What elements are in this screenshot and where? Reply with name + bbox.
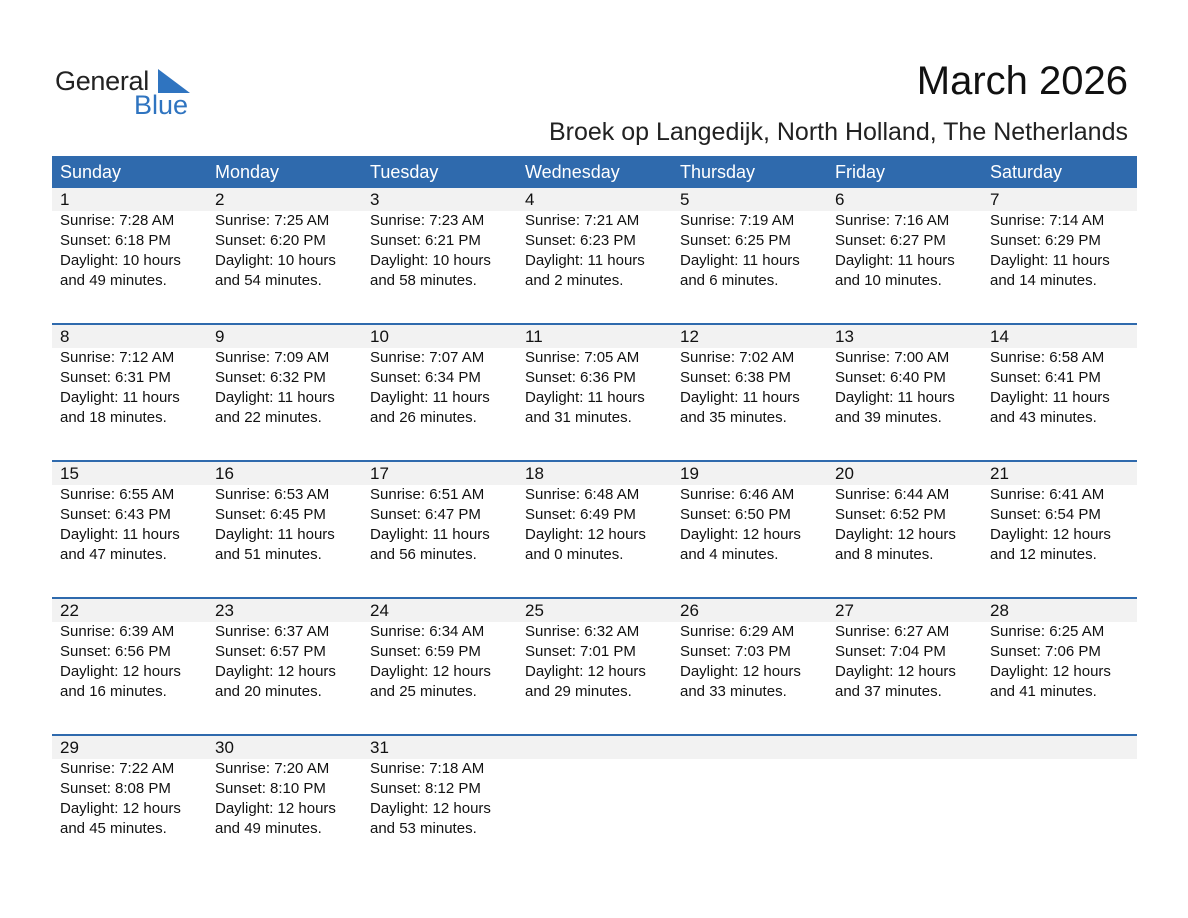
day-cell — [52, 188, 207, 291]
sunset-text: Sunset: 6:57 PM — [215, 643, 326, 660]
logo — [55, 66, 205, 122]
day-number: 31 — [370, 738, 389, 757]
daylight-hours-text: Daylight: 12 hours — [525, 526, 646, 543]
daylight-hours-text: Daylight: 11 hours — [525, 252, 645, 269]
daylight-hours-text: Daylight: 10 hours — [215, 252, 336, 269]
daylight-hours-text: Daylight: 12 hours — [990, 663, 1111, 680]
daylight-hours-text: Daylight: 12 hours — [835, 663, 956, 680]
daylight-minutes-text: and 26 minutes. — [370, 409, 477, 426]
day-cell — [207, 736, 362, 839]
day-cell — [52, 325, 207, 428]
week-row — [52, 734, 1137, 871]
day-number: 1 — [60, 190, 70, 209]
sunset-text: Sunset: 6:18 PM — [60, 232, 171, 249]
sunset-text: Sunset: 6:54 PM — [990, 506, 1101, 523]
week-cells — [52, 188, 1137, 291]
daylight-minutes-text: and 20 minutes. — [215, 683, 322, 700]
daylight-hours-text: Daylight: 11 hours — [370, 526, 490, 543]
sunset-text: Sunset: 6:56 PM — [60, 643, 171, 660]
week-cells — [52, 599, 1137, 702]
daylight-hours-text: Daylight: 12 hours — [680, 663, 801, 680]
daylight-hours-text: Daylight: 11 hours — [835, 389, 955, 406]
sunrise-text: Sunrise: 7:19 AM — [680, 212, 795, 229]
weekday-friday: Friday — [835, 162, 886, 182]
sunset-text: Sunset: 6:31 PM — [60, 369, 171, 386]
sunset-text: Sunset: 8:10 PM — [215, 780, 326, 797]
daylight-minutes-text: and 18 minutes. — [60, 409, 167, 426]
day-number: 27 — [835, 601, 854, 620]
empty-day-cell — [672, 736, 827, 839]
weekday-saturday: Saturday — [990, 162, 1063, 182]
sunset-text: Sunset: 6:49 PM — [525, 506, 636, 523]
day-cell — [52, 736, 207, 839]
location-subtitle: Broek op Langedijk, North Holland, The Netherlands — [548, 118, 1128, 146]
page-title: March 2026 — [916, 59, 1128, 103]
sunrise-text: Sunrise: 7:12 AM — [60, 349, 175, 366]
sunset-text: Sunset: 6:50 PM — [680, 506, 791, 523]
sunrise-text: Sunrise: 7:00 AM — [835, 349, 950, 366]
empty-day-cell — [827, 736, 982, 839]
daylight-minutes-text: and 29 minutes. — [525, 683, 632, 700]
daylight-hours-text: Daylight: 11 hours — [835, 252, 955, 269]
sunset-text: Sunset: 6:45 PM — [215, 506, 326, 523]
daylight-minutes-text: and 49 minutes. — [215, 820, 322, 837]
day-cell — [52, 599, 207, 702]
day-cell — [827, 599, 982, 702]
sunset-text: Sunset: 7:04 PM — [835, 643, 946, 660]
sunset-text: Sunset: 8:12 PM — [370, 780, 481, 797]
daylight-hours-text: Daylight: 11 hours — [990, 252, 1110, 269]
day-cell — [982, 462, 1137, 565]
day-number: 7 — [990, 190, 1000, 209]
sunset-text: Sunset: 6:20 PM — [215, 232, 326, 249]
sunrise-text: Sunrise: 6:44 AM — [835, 486, 950, 503]
day-number: 23 — [215, 601, 234, 620]
sunset-text: Sunset: 7:01 PM — [525, 643, 636, 660]
daylight-hours-text: Daylight: 12 hours — [835, 526, 956, 543]
daylight-minutes-text: and 35 minutes. — [680, 409, 787, 426]
day-cell — [362, 188, 517, 291]
daylight-hours-text: Daylight: 12 hours — [215, 663, 336, 680]
day-number: 20 — [835, 464, 854, 483]
daylight-minutes-text: and 54 minutes. — [215, 272, 322, 289]
daylight-minutes-text: and 33 minutes. — [680, 683, 787, 700]
weekday-thursday: Thursday — [680, 162, 756, 182]
sunrise-text: Sunrise: 6:39 AM — [60, 623, 175, 640]
day-cell — [517, 462, 672, 565]
daylight-minutes-text: and 47 minutes. — [60, 546, 167, 563]
day-number: 11 — [525, 327, 543, 346]
day-number: 18 — [525, 464, 544, 483]
day-number: 8 — [60, 327, 70, 346]
logo-word-general: General — [55, 66, 149, 96]
day-number: 24 — [370, 601, 389, 620]
daylight-minutes-text: and 56 minutes. — [370, 546, 477, 563]
daylight-minutes-text: and 22 minutes. — [215, 409, 322, 426]
sunset-text: Sunset: 6:38 PM — [680, 369, 791, 386]
daylight-hours-text: Daylight: 11 hours — [60, 389, 180, 406]
sunrise-text: Sunrise: 6:32 AM — [525, 623, 640, 640]
daylight-hours-text: Daylight: 11 hours — [680, 389, 800, 406]
daylight-hours-text: Daylight: 11 hours — [215, 389, 335, 406]
daylight-hours-text: Daylight: 12 hours — [215, 800, 336, 817]
empty-day-cell — [982, 736, 1137, 839]
sunrise-text: Sunrise: 6:34 AM — [370, 623, 485, 640]
day-number: 10 — [370, 327, 389, 346]
day-cell — [517, 599, 672, 702]
day-cell — [362, 462, 517, 565]
day-number: 5 — [680, 190, 690, 209]
day-cell — [672, 462, 827, 565]
day-number: 25 — [525, 601, 544, 620]
day-number: 19 — [680, 464, 699, 483]
day-number: 13 — [835, 327, 854, 346]
day-cell — [517, 325, 672, 428]
day-cell — [827, 462, 982, 565]
daylight-minutes-text: and 10 minutes. — [835, 272, 942, 289]
weeks-container — [52, 188, 1137, 871]
day-number: 12 — [680, 327, 699, 346]
daylight-hours-text: Daylight: 11 hours — [525, 389, 645, 406]
sunset-text: Sunset: 6:34 PM — [370, 369, 481, 386]
day-cell — [207, 599, 362, 702]
day-cell — [672, 325, 827, 428]
weekday-tuesday: Tuesday — [370, 162, 439, 182]
sunrise-text: Sunrise: 7:09 AM — [215, 349, 330, 366]
sunrise-text: Sunrise: 6:29 AM — [680, 623, 795, 640]
day-cell — [517, 188, 672, 291]
sunset-text: Sunset: 6:41 PM — [990, 369, 1101, 386]
sunrise-text: Sunrise: 6:55 AM — [60, 486, 175, 503]
sunset-text: Sunset: 6:36 PM — [525, 369, 636, 386]
sunrise-text: Sunrise: 7:20 AM — [215, 760, 330, 777]
sunrise-text: Sunrise: 7:14 AM — [990, 212, 1105, 229]
empty-day-cell — [517, 736, 672, 839]
day-number: 17 — [370, 464, 389, 483]
daylight-minutes-text: and 16 minutes. — [60, 683, 167, 700]
daylight-minutes-text: and 45 minutes. — [60, 820, 167, 837]
sunrise-text: Sunrise: 6:37 AM — [215, 623, 330, 640]
daylight-minutes-text: and 58 minutes. — [370, 272, 477, 289]
day-cell — [672, 599, 827, 702]
day-number: 28 — [990, 601, 1009, 620]
weekday-header — [52, 156, 1137, 188]
daylight-hours-text: Daylight: 11 hours — [60, 526, 180, 543]
daylight-hours-text: Daylight: 12 hours — [60, 800, 181, 817]
sunrise-text: Sunrise: 7:22 AM — [60, 760, 175, 777]
sunset-text: Sunset: 6:32 PM — [215, 369, 326, 386]
sunrise-text: Sunrise: 6:27 AM — [835, 623, 950, 640]
day-number: 2 — [215, 190, 225, 209]
daylight-minutes-text: and 4 minutes. — [680, 546, 779, 563]
daylight-hours-text: Daylight: 10 hours — [370, 252, 491, 269]
day-number: 15 — [60, 464, 79, 483]
week-row — [52, 460, 1137, 597]
weekday-wednesday: Wednesday — [525, 162, 620, 182]
daylight-hours-text: Daylight: 11 hours — [215, 526, 335, 543]
daylight-hours-text: Daylight: 11 hours — [990, 389, 1110, 406]
sunrise-text: Sunrise: 7:18 AM — [370, 760, 485, 777]
day-cell — [207, 462, 362, 565]
daylight-minutes-text: and 49 minutes. — [60, 272, 167, 289]
sunset-text: Sunset: 6:47 PM — [370, 506, 481, 523]
week-cells — [52, 325, 1137, 428]
daylight-minutes-text: and 8 minutes. — [835, 546, 934, 563]
sunset-text: Sunset: 6:27 PM — [835, 232, 946, 249]
day-cell — [362, 599, 517, 702]
sunrise-text: Sunrise: 6:51 AM — [370, 486, 485, 503]
sunset-text: Sunset: 7:06 PM — [990, 643, 1101, 660]
day-cell — [827, 325, 982, 428]
day-number: 4 — [525, 190, 535, 209]
sunset-text: Sunset: 6:59 PM — [370, 643, 481, 660]
day-cell — [362, 325, 517, 428]
weekday-monday: Monday — [215, 162, 280, 182]
logo-word-blue: Blue — [134, 90, 189, 120]
daylight-minutes-text: and 0 minutes. — [525, 546, 624, 563]
day-number: 16 — [215, 464, 234, 483]
sunrise-text: Sunrise: 7:28 AM — [60, 212, 175, 229]
daylight-minutes-text: and 14 minutes. — [990, 272, 1097, 289]
sunset-text: Sunset: 6:29 PM — [990, 232, 1101, 249]
day-cell — [982, 188, 1137, 291]
daylight-hours-text: Daylight: 12 hours — [525, 663, 646, 680]
daylight-hours-text: Daylight: 12 hours — [680, 526, 801, 543]
sunset-text: Sunset: 6:23 PM — [525, 232, 636, 249]
daylight-hours-text: Daylight: 12 hours — [370, 800, 491, 817]
sunset-text: Sunset: 6:43 PM — [60, 506, 171, 523]
day-cell — [207, 188, 362, 291]
day-number: 30 — [215, 738, 234, 757]
sunrise-text: Sunrise: 6:58 AM — [990, 349, 1105, 366]
day-number: 14 — [990, 327, 1009, 346]
day-number: 22 — [60, 601, 79, 620]
daylight-hours-text: Daylight: 12 hours — [60, 663, 181, 680]
daylight-hours-text: Daylight: 11 hours — [680, 252, 800, 269]
daylight-minutes-text: and 51 minutes. — [215, 546, 322, 563]
sunrise-text: Sunrise: 6:25 AM — [990, 623, 1105, 640]
daylight-minutes-text: and 6 minutes. — [680, 272, 779, 289]
sunrise-text: Sunrise: 6:48 AM — [525, 486, 640, 503]
day-cell — [52, 462, 207, 565]
calendar-grid — [52, 156, 1137, 871]
sunrise-text: Sunrise: 6:41 AM — [990, 486, 1105, 503]
daylight-minutes-text: and 25 minutes. — [370, 683, 477, 700]
sunrise-text: Sunrise: 7:21 AM — [525, 212, 640, 229]
day-cell — [362, 736, 517, 839]
week-cells — [52, 462, 1137, 565]
daylight-minutes-text: and 43 minutes. — [990, 409, 1097, 426]
sunrise-text: Sunrise: 7:25 AM — [215, 212, 330, 229]
day-number: 9 — [215, 327, 225, 346]
sunset-text: Sunset: 6:25 PM — [680, 232, 791, 249]
daylight-minutes-text: and 37 minutes. — [835, 683, 942, 700]
day-cell — [207, 325, 362, 428]
sunset-text: Sunset: 7:03 PM — [680, 643, 791, 660]
week-row — [52, 323, 1137, 460]
sunrise-text: Sunrise: 7:02 AM — [680, 349, 795, 366]
weekday-sunday: Sunday — [60, 162, 122, 182]
day-number: 21 — [990, 464, 1009, 483]
sunset-text: Sunset: 6:40 PM — [835, 369, 946, 386]
sunrise-text: Sunrise: 6:46 AM — [680, 486, 795, 503]
day-number: 6 — [835, 190, 845, 209]
week-row — [52, 597, 1137, 734]
sunset-text: Sunset: 8:08 PM — [60, 780, 171, 797]
daylight-minutes-text: and 39 minutes. — [835, 409, 942, 426]
day-cell — [672, 188, 827, 291]
daylight-hours-text: Daylight: 12 hours — [370, 663, 491, 680]
daylight-hours-text: Daylight: 12 hours — [990, 526, 1111, 543]
sunrise-text: Sunrise: 7:16 AM — [835, 212, 950, 229]
week-cells — [52, 736, 1137, 839]
daylight-minutes-text: and 2 minutes. — [525, 272, 624, 289]
daylight-minutes-text: and 12 minutes. — [990, 546, 1097, 563]
sunset-text: Sunset: 6:52 PM — [835, 506, 946, 523]
daylight-minutes-text: and 41 minutes. — [990, 683, 1097, 700]
sunrise-text: Sunrise: 7:23 AM — [370, 212, 485, 229]
sunrise-text: Sunrise: 7:05 AM — [525, 349, 640, 366]
daylight-hours-text: Daylight: 10 hours — [60, 252, 181, 269]
sunrise-text: Sunrise: 7:07 AM — [370, 349, 485, 366]
day-number: 26 — [680, 601, 699, 620]
sunset-text: Sunset: 6:21 PM — [370, 232, 481, 249]
day-number: 29 — [60, 738, 79, 757]
sunrise-text: Sunrise: 6:53 AM — [215, 486, 330, 503]
week-row — [52, 188, 1137, 323]
daylight-minutes-text: and 53 minutes. — [370, 820, 477, 837]
day-cell — [827, 188, 982, 291]
daylight-minutes-text: and 31 minutes. — [525, 409, 632, 426]
daylight-hours-text: Daylight: 11 hours — [370, 389, 490, 406]
day-cell — [982, 325, 1137, 428]
day-number: 3 — [370, 190, 380, 209]
day-cell — [982, 599, 1137, 702]
